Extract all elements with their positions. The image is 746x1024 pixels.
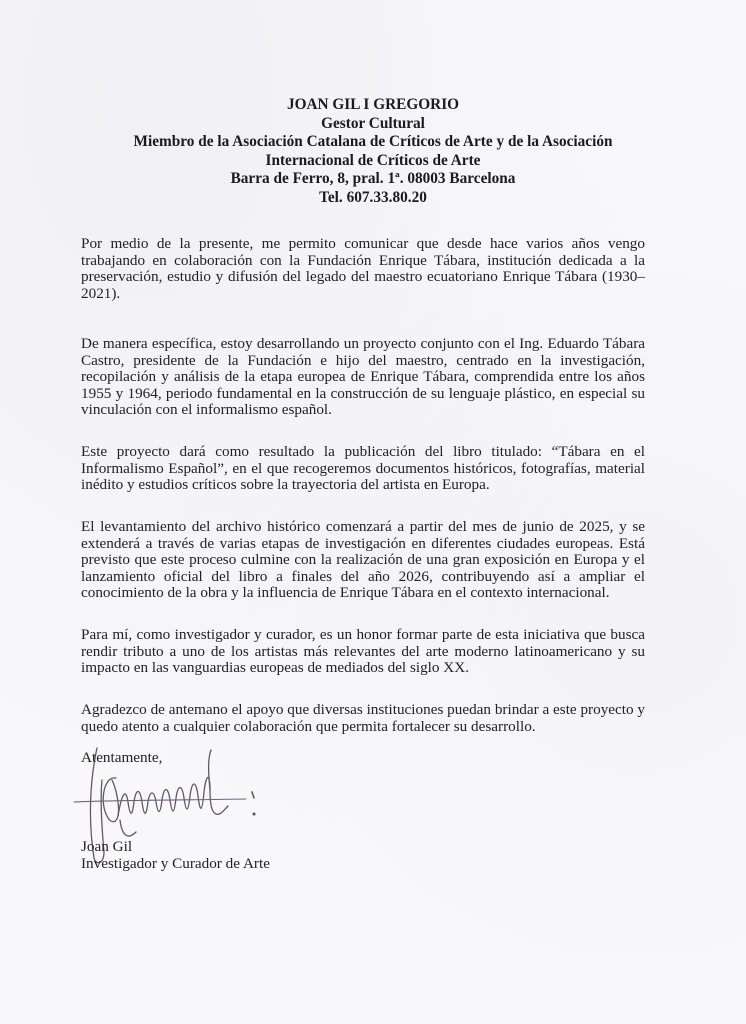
sender-role: Gestor Cultural [321, 114, 425, 132]
letterhead [0, 96, 746, 208]
paragraph-text: De manera específica, estoy desarrollando un proyecto conjunto con el Ing. Eduardo Tábara Castro, presidente de la Fundación e hijo del maestro, centrado en la investigación, recopilación y análisis de la etapa europea de Enrique Tábara, comprendida entre los años 1955 y 1964, periodo fundamental en la construcción de su lenguaje plástico, en especial su vinculación con el informalismo español. [81, 335, 645, 419]
sender-address: Barra de Ferro, 8, pral. 1ª. 08003 Barcelona [230, 170, 516, 188]
signer-title: Investigador y Curador de Arte [81, 855, 270, 873]
body-paragraph-3 [81, 444, 645, 494]
body-paragraph-4 [81, 519, 645, 602]
paragraph-text: Este proyecto dará como resultado la publicación del libro titulado: “Tábara en el Informalismo Español”, en el que recogeremos documentos históricos, fotografías, material inédito y estudios críticos sobre la trayectoria del artista en Europa. [81, 443, 645, 494]
sender-membership-line-2: Internacional de Críticos de Arte [265, 151, 481, 169]
closing-salutation: Atentamente, [81, 749, 163, 766]
signature-block [81, 838, 270, 872]
paragraph-text: Agradezco de antemano el apoyo que diversas instituciones puedan brindar a este proyecto y quedo atento a cualquier colaboración que permita fortalecer su desarrollo. [81, 701, 645, 735]
body-paragraph-2 [81, 336, 645, 419]
paragraph-text: Por medio de la presente, me permito comunicar que desde hace varios años vengo trabajando en colaboración con la Fundación Enrique Tábara, institución dedicada a la preservación, estudio y difusión del legado del maestro ecuatoriano Enrique Tábara (1930–2021). [81, 235, 645, 302]
sender-membership-line-1: Miembro de la Asociación Catalana de Críticos de Arte y de la Asociación [133, 133, 613, 151]
paragraph-text: El levantamiento del archivo histórico comenzará a partir del mes de junio de 2025, y se extenderá a través de varias etapas de investigación en diferentes ciudades europeas. Está previsto que este proceso culmine con la realización de una gran exposición en Europa y el lanzamiento oficial del libro a finales del año 2026, contribuyendo así a ampliar el conocimiento de la obra y la influencia de Enrique Tábara en el contexto internacional. [81, 518, 645, 602]
body-paragraph-6 [81, 702, 645, 735]
signer-name: Joan Gil [81, 838, 133, 855]
sender-name: JOAN GIL I GREGORIO [286, 96, 460, 113]
body-paragraph-1 [81, 236, 645, 302]
paragraph-text: Para mí, como investigador y curador, es un honor formar parte de esta iniciativa que busca rendir tributo a uno de los artistas más relevantes del arte moderno latinoamericano y su impacto en las vanguardias europeas de mediados del siglo XX. [81, 626, 645, 677]
sender-phone: Tel. 607.33.80.20 [319, 188, 427, 206]
body-paragraph-5 [81, 627, 645, 677]
